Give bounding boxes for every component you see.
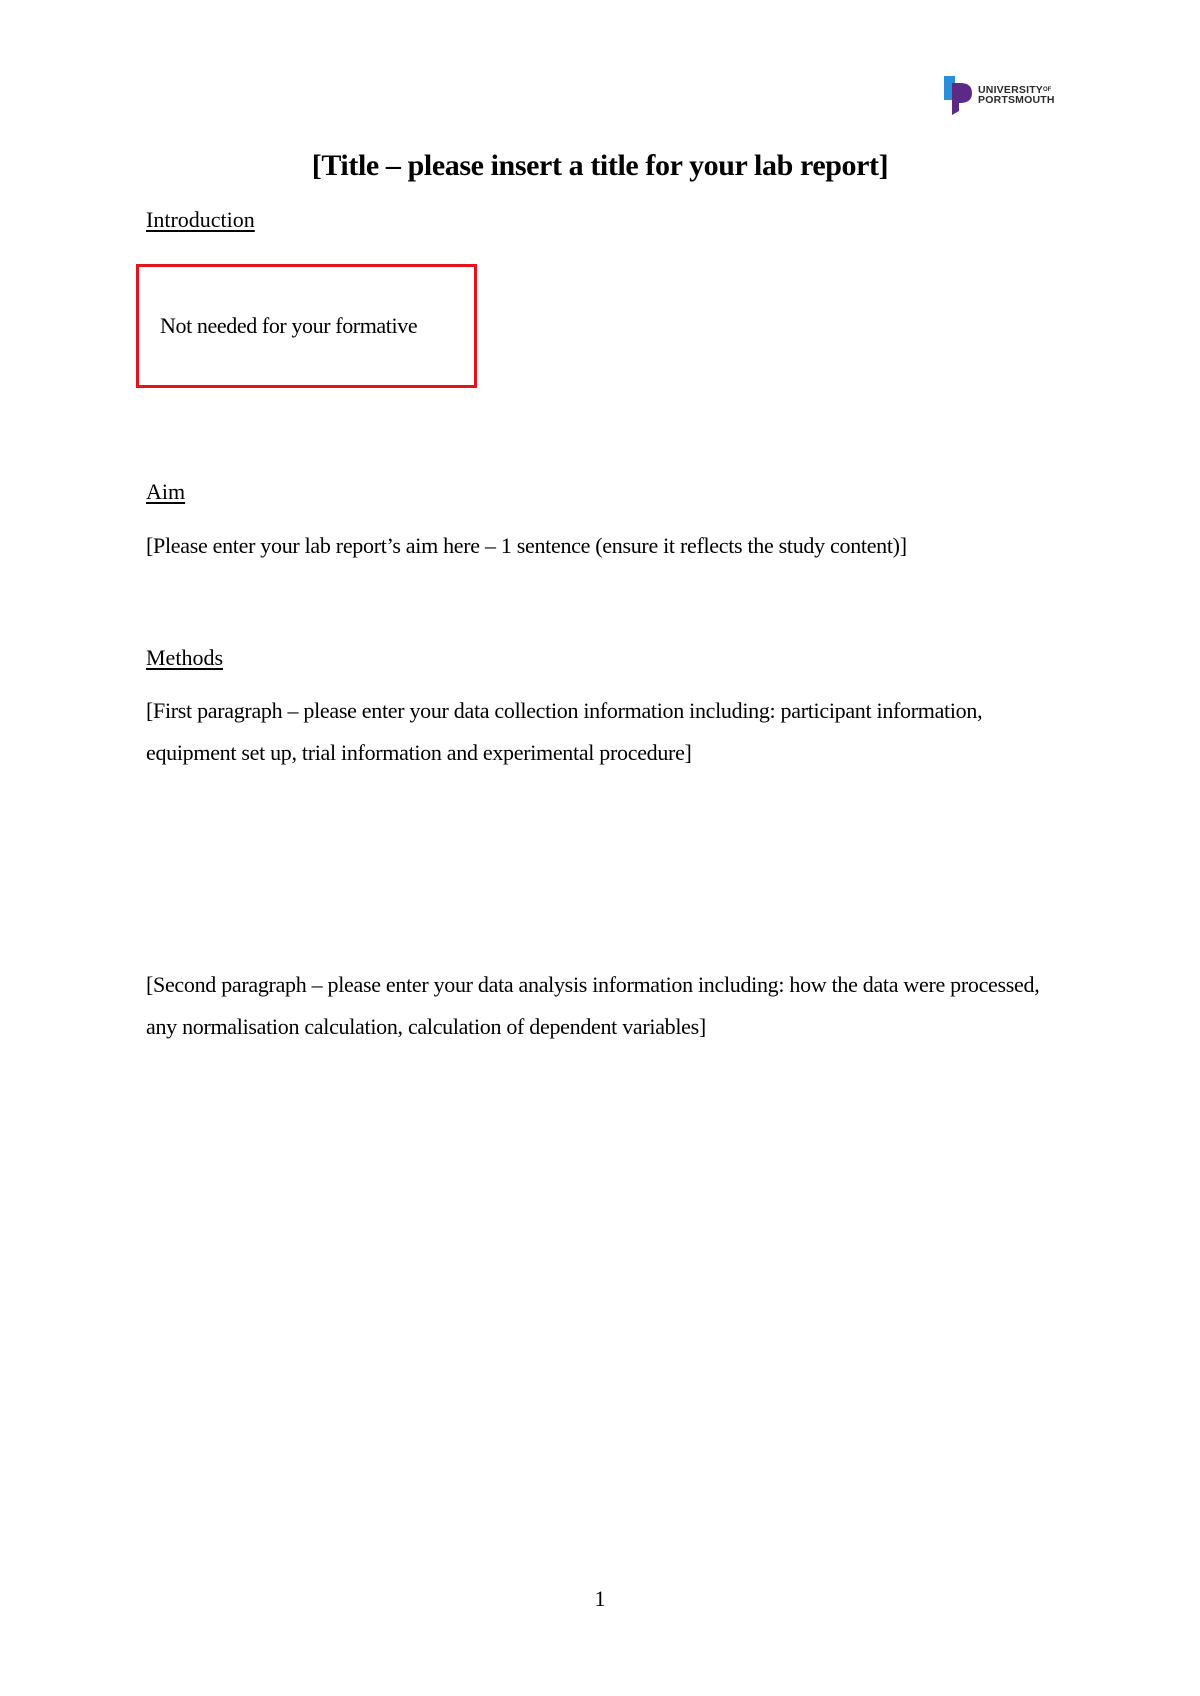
formative-notice-box xyxy=(136,264,477,388)
methods-paragraph-2: [Second paragraph – please enter your data analysis information including: how the data were processed, any normalisation calculation, calculation of dependent variables] xyxy=(146,972,1040,1039)
aim-placeholder-text: [Please enter your lab report’s aim here – 1 sentence (ensure it reflects the study content)] xyxy=(146,533,907,558)
portsmouth-logo-mark-icon xyxy=(944,76,974,116)
formative-notice-text: Not needed for your formative xyxy=(160,313,418,338)
introduction-heading: Introduction xyxy=(146,207,255,232)
logo-wordmark xyxy=(978,85,1055,105)
logo-line-university: UNIVERSITY xyxy=(978,84,1044,96)
report-title: [Title – please insert a title for your lab report] xyxy=(311,149,889,182)
methods-heading: Methods xyxy=(146,645,223,670)
methods-paragraph-1: [First paragraph – please enter your data collection information including: participant information, equipment set up, trial information and experimental procedure] xyxy=(146,698,983,765)
logo-of: OF xyxy=(1043,87,1052,93)
aim-heading: Aim xyxy=(146,479,186,504)
page-number: 1 xyxy=(594,1586,606,1611)
university-logo xyxy=(944,76,1064,116)
logo-line-portsmouth: PORTSMOUTH xyxy=(978,94,1055,106)
